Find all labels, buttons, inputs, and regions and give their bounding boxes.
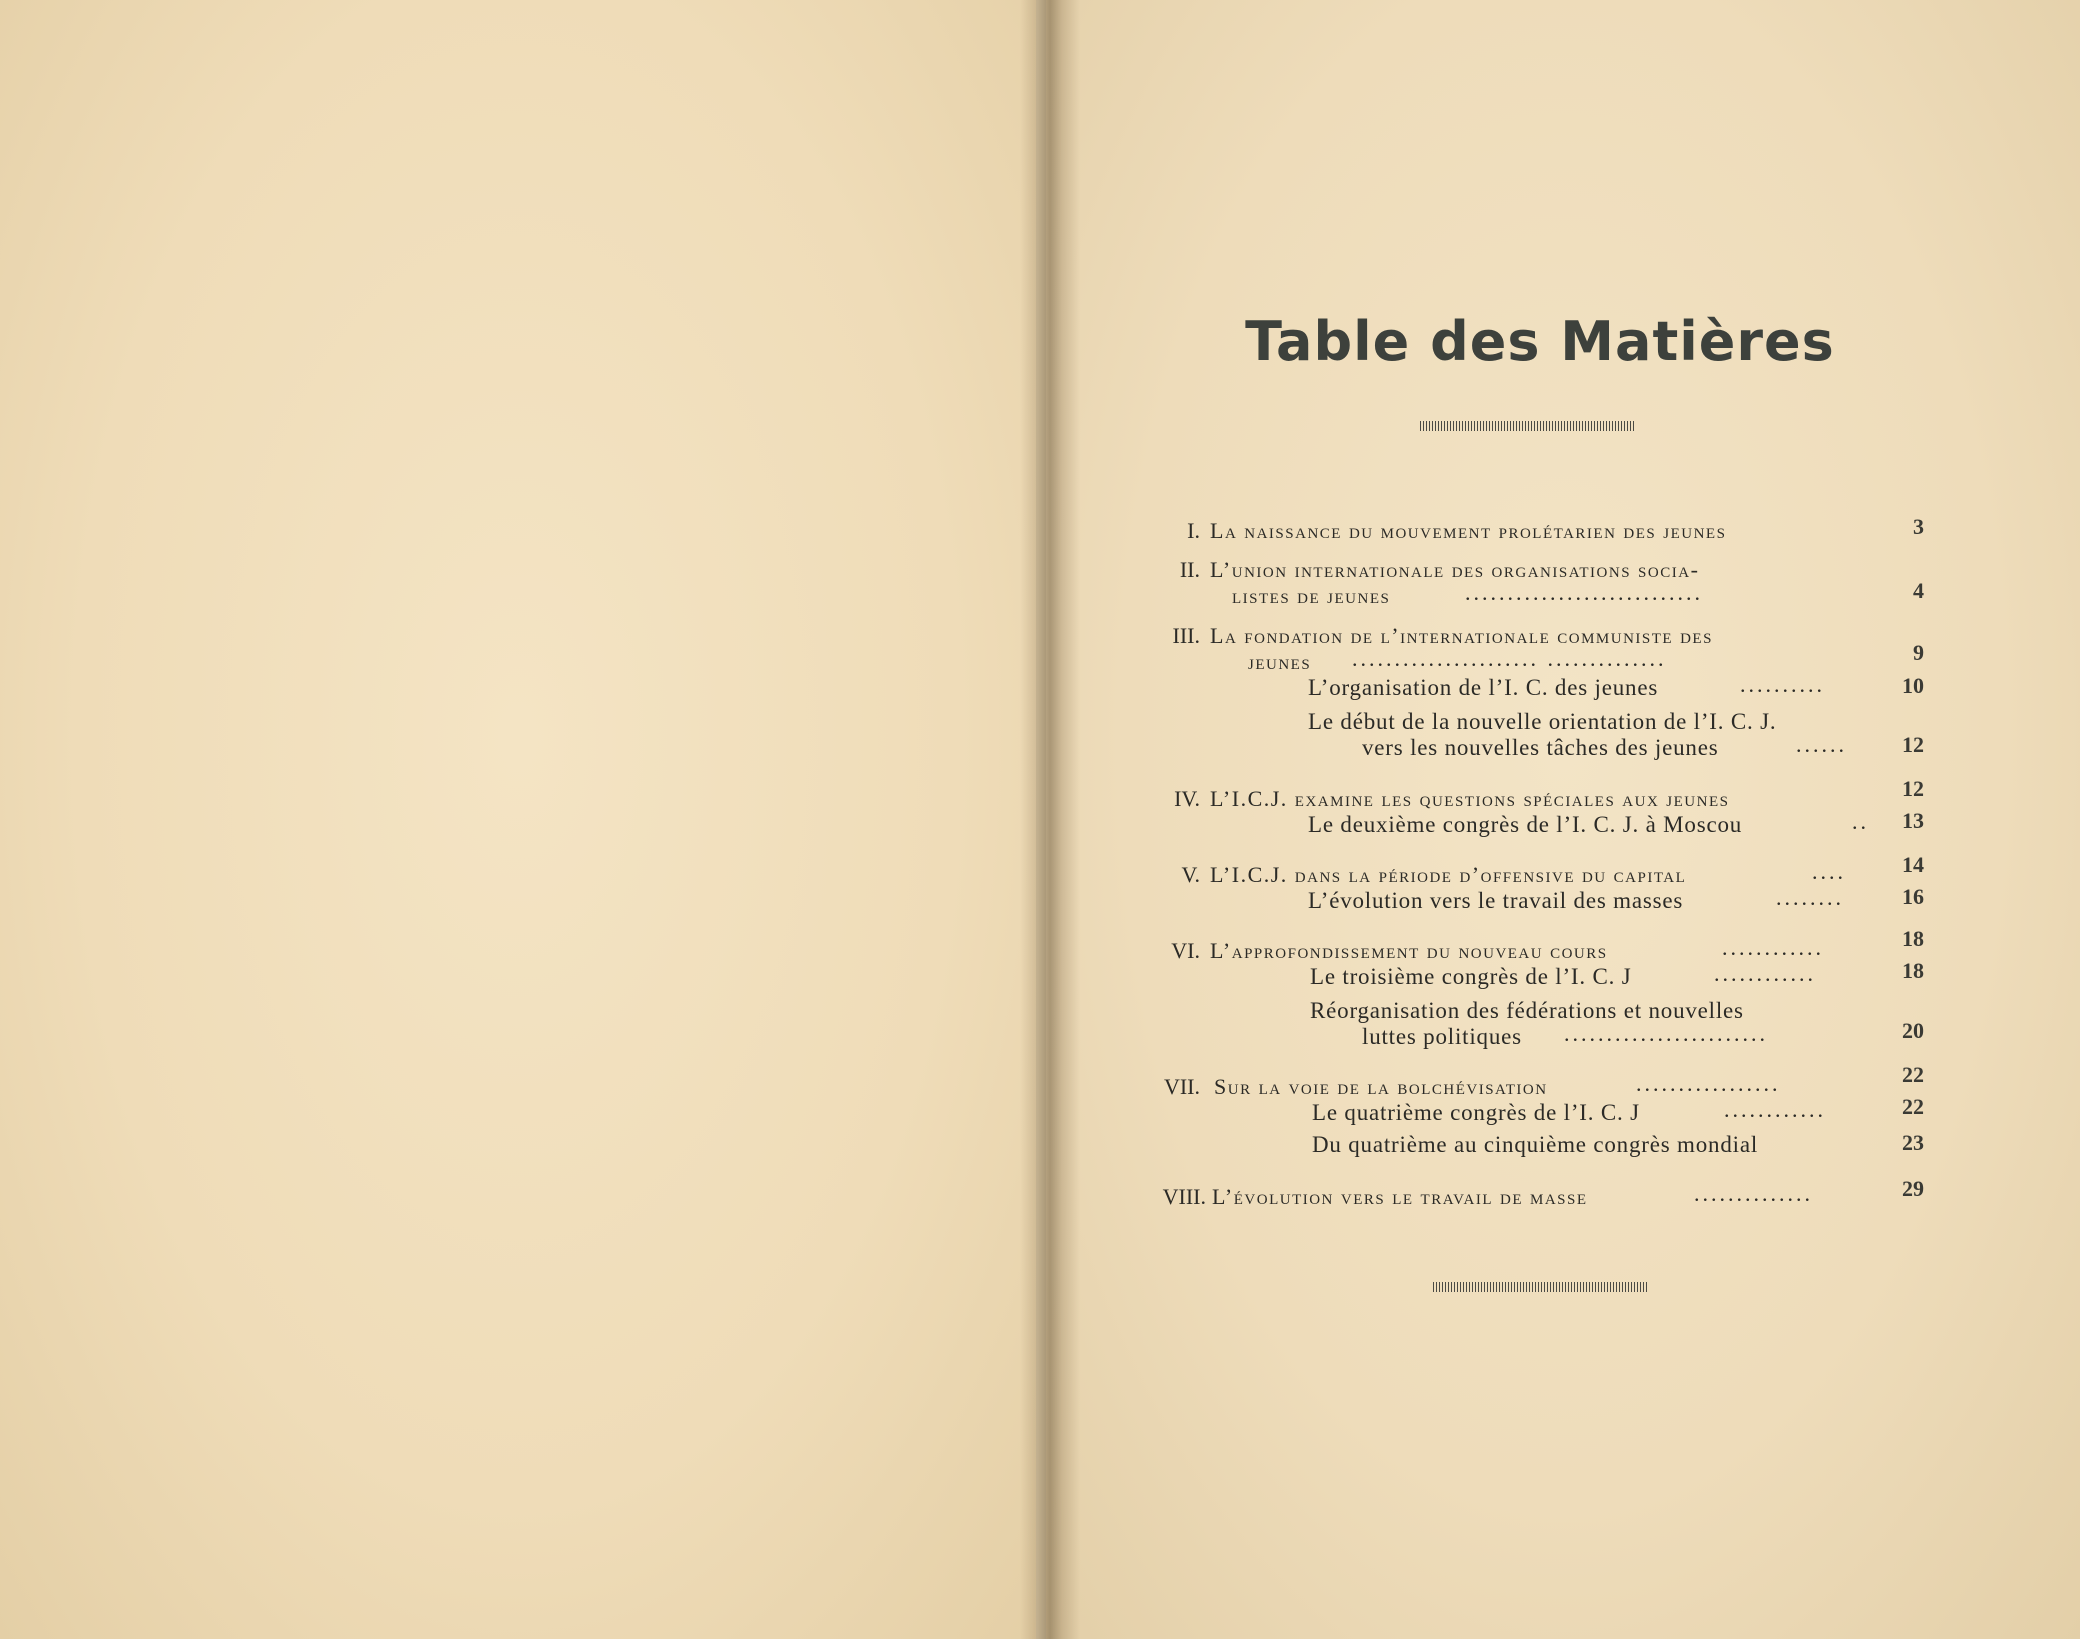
dot-leader: .................: [1636, 1071, 1781, 1096]
dot-leader: ..: [1852, 809, 1869, 834]
page-title: Table des Matières: [1245, 310, 1835, 373]
chapter-number: V.: [1181, 862, 1200, 887]
page-number: 13: [1902, 808, 1924, 833]
chapter-number: IV.: [1174, 786, 1200, 811]
page-number: 4: [1913, 578, 1924, 603]
chapter-title: L’union internationale des organisations socia-: [1210, 557, 1700, 582]
chapter-number: VIII.: [1162, 1184, 1206, 1209]
section-title: L’organisation de l’I. C. des jeunes: [1308, 675, 1659, 700]
page-number: 18: [1902, 958, 1924, 983]
page-number: 12: [1902, 776, 1924, 801]
page-number: 20: [1902, 1018, 1924, 1043]
page-number: 16: [1902, 884, 1924, 909]
dot-leader: ........: [1776, 885, 1844, 910]
page-number: 23: [1902, 1130, 1924, 1155]
chapter-title-continued: listes de jeunes: [1232, 583, 1391, 608]
dot-leader: ..........: [1740, 672, 1825, 697]
chapter-number: VII.: [1163, 1074, 1200, 1099]
chapter-title: L’I.C.J. dans la période d’offensive du capital: [1210, 862, 1687, 887]
page-number: 18: [1902, 926, 1924, 951]
chapter-title: Sur la voie de la bolchévisation: [1214, 1074, 1548, 1099]
section-title: Du quatrième au cinquième congrès mondial: [1312, 1132, 1759, 1157]
section-title: Le début de la nouvelle orientation de l’I. C. J.: [1308, 709, 1777, 734]
chapter-title: L’évolution vers le travail de masse: [1212, 1184, 1588, 1209]
dot-leader: ........................: [1564, 1021, 1768, 1046]
bottom-ornament-rule: [1433, 1282, 1649, 1292]
chapter-number: VI.: [1171, 938, 1200, 963]
dot-leader: ............: [1714, 961, 1816, 986]
section-title: Le deuxième congrès de l’I. C. J. à Moscou: [1308, 812, 1743, 837]
page-number: 3: [1913, 514, 1924, 539]
top-ornament-rule: [1420, 421, 1636, 431]
dot-leader: ............: [1722, 935, 1824, 960]
chapter-number: III.: [1172, 623, 1200, 648]
chapter-title: La naissance du mouvement prolétarien des jeunes: [1210, 518, 1727, 543]
page-number: 22: [1902, 1062, 1924, 1087]
page-number: 22: [1902, 1094, 1924, 1119]
section-title: Le quatrième congrès de l’I. C. J: [1312, 1100, 1640, 1125]
section-title-continued: luttes politiques: [1362, 1024, 1522, 1049]
page-number: 9: [1913, 640, 1924, 665]
page-number: 29: [1902, 1176, 1924, 1201]
dot-leader: ............................: [1465, 580, 1703, 605]
section-title: Réorganisation des fédérations et nouvelles: [1310, 998, 1744, 1023]
section-title: L’évolution vers le travail des masses: [1308, 888, 1684, 913]
section-title-continued: vers les nouvelles tâches des jeunes: [1362, 735, 1719, 760]
section-title: Le troisième congrès de l’I. C. J: [1310, 964, 1632, 989]
page-number: 10: [1902, 673, 1924, 698]
chapter-title: L’I.C.J. examine les questions spéciales aux jeunes: [1210, 786, 1730, 811]
dot-leader: ............: [1724, 1097, 1826, 1122]
left-page: [0, 0, 1036, 1639]
chapter-title: L’approfondissement du nouveau cours: [1210, 938, 1608, 963]
chapter-title-continued: jeunes: [1248, 649, 1312, 674]
book-gutter: [1020, 0, 1080, 1639]
chapter-title: La fondation de l’internationale communiste des: [1210, 623, 1713, 648]
chapter-number: I.: [1187, 518, 1200, 543]
dot-leader: ...................... ..............: [1352, 646, 1667, 671]
chapter-number: II.: [1179, 557, 1200, 582]
dot-leader: ....: [1812, 859, 1846, 884]
dot-leader: ......: [1796, 732, 1847, 757]
page-number: 14: [1902, 852, 1924, 877]
page-number: 12: [1902, 732, 1924, 757]
dot-leader: ..............: [1694, 1181, 1813, 1206]
